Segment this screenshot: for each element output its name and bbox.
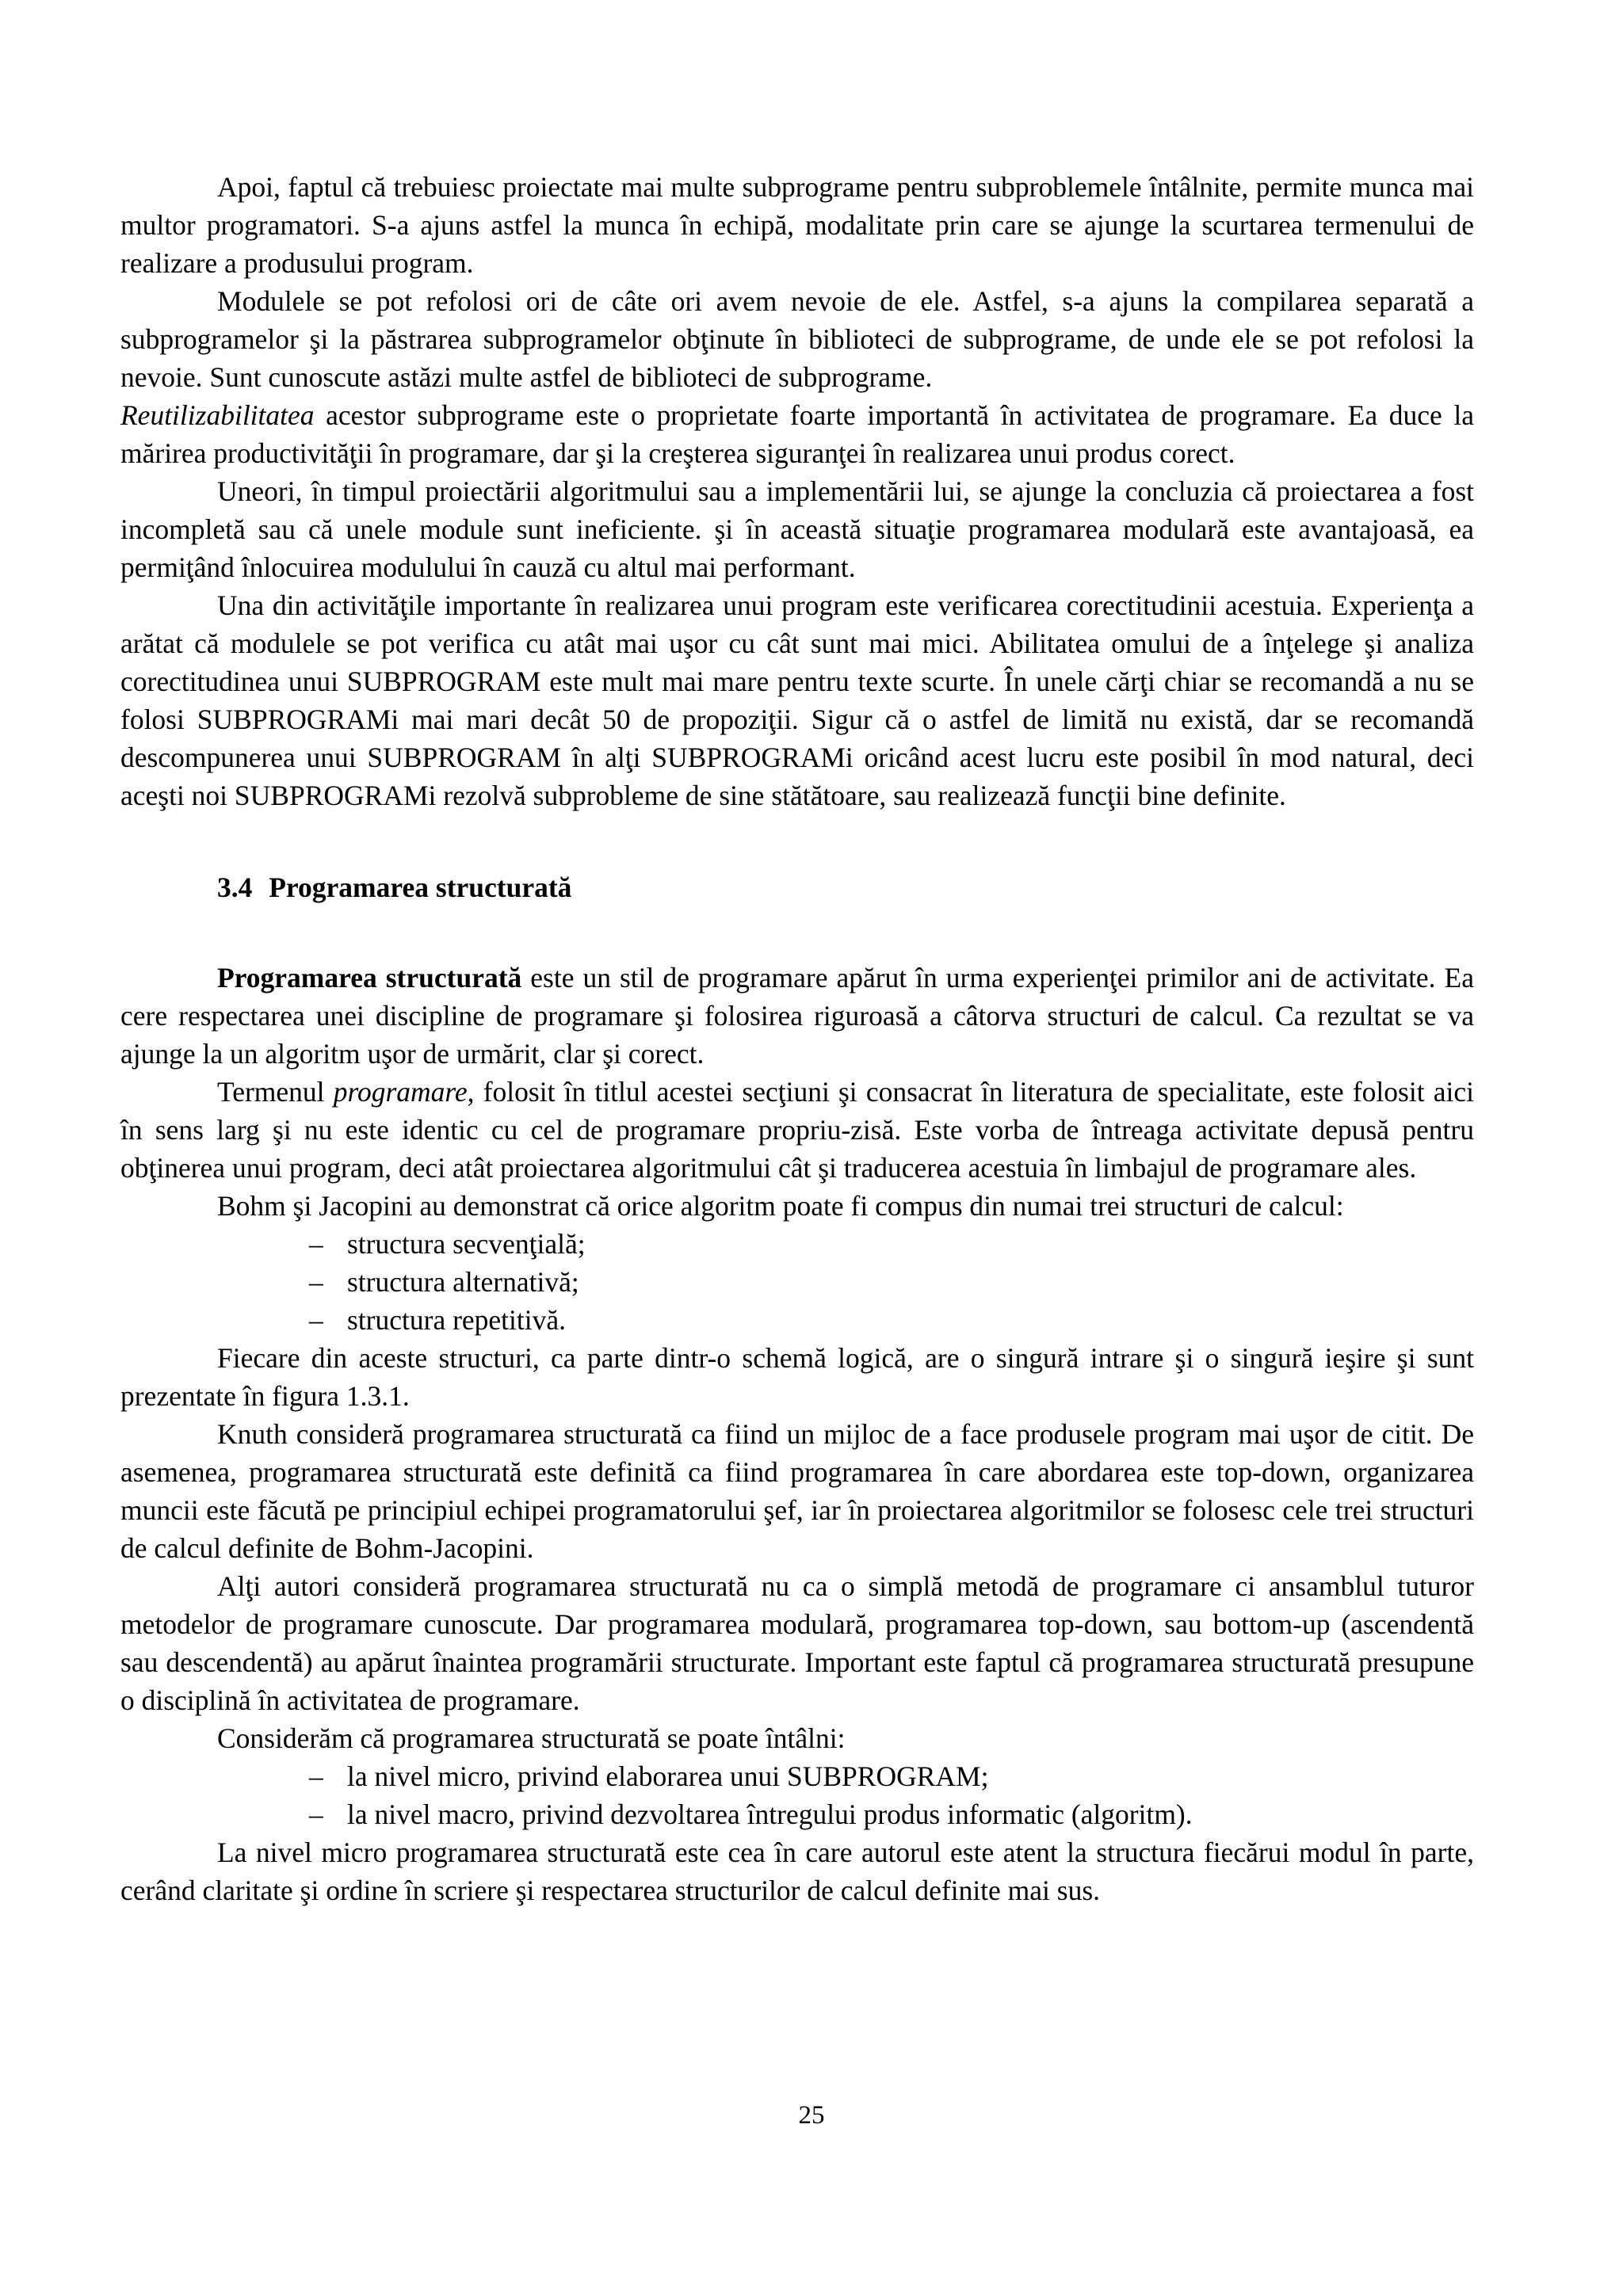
- term-programming: programare: [333, 1076, 468, 1108]
- dash-bullet: –: [309, 1798, 323, 1830]
- dash-bullet: –: [309, 1228, 323, 1260]
- list-item: – la nivel macro, privind dezvoltarea întregului produs informatic (algoritm).: [309, 1795, 1474, 1833]
- paragraph-term-programming: [120, 1073, 1474, 1187]
- paragraph-levels-intro: Considerăm că programarea structurată se poate întâlni:: [217, 1722, 846, 1754]
- term-after: , folosit în titlul acestei secţiuni şi consacrat în literatura de specialitate, este folosit aici în sens larg şi nu este identic cu cel de programare propriu-zisă. Este vorba de întreaga activitate depusă pentru obţinerea unui program, deci atât proiectarea algoritmului cât şi traducerea acestuia în limbajul de programare ales.: [120, 1076, 1474, 1184]
- section-heading: [217, 868, 1474, 906]
- document-body: [120, 168, 1474, 1909]
- dash-bullet: –: [309, 1266, 323, 1298]
- list-item: – structura alternativă;: [309, 1263, 1474, 1301]
- paragraph-knuth: Knuth consideră programarea structurată ca fiind un mijloc de a face produsele program mai uşor de citit. De asemenea, programarea structurată este definită ca fiind programarea în care abordarea este top-down, organizarea muncii este făcută pe principiul echipei programatorului şef, iar în proiectarea algoritmilor se folosesc cele trei structuri de calcul definite de Bohm-Jacopini.: [120, 1418, 1474, 1564]
- section-title: Programarea structurată: [269, 871, 572, 903]
- paragraph-structured-intro: [120, 959, 1474, 1073]
- page-number: 25: [798, 2101, 825, 2130]
- paragraph-reusability: [120, 396, 1474, 472]
- dash-bullet: –: [309, 1760, 323, 1792]
- intro-text: este un stil de programare apărut în urma experienţei primilor ani de activitate. Ea cere respectarea unei discipline de programare şi folosirea riguroasă a câtorva structuri de calcul. Ca rezultat se va ajunge la un algoritm uşor de urmărit, clar şi corect.: [120, 962, 1474, 1070]
- paragraph-other-authors: Alţi autori consideră programarea structurată nu ca o simplă metodă de programare ci ansamblul tuturor metodelor de programare cunoscute. Dar programarea modulară, programarea top-down, sau bottom-up (ascendentă sau descendentă) au apărut înaintea programării structurate. Important este faptul că programarea structurată presupune o disciplină în activitatea de programare.: [120, 1570, 1474, 1716]
- paragraph-module-reuse: Modulele se pot refolosi ori de câte ori avem nevoie de ele. Astfel, s-a ajuns la compilarea separată a subprogramelor şi la păstrarea subprogramelor obţinute în biblioteci de subprograme, de unde ele se pot refolosi la nevoie. Sunt cunoscute astăzi multe astfel de biblioteci de subprograme.: [120, 285, 1474, 393]
- paragraph-verification: Una din activităţile importante în realizarea unui program este verificarea corectitudinii acestuia. Experienţa a arătat că modulele se pot verifica cu atât mai uşor cu cât sunt mai mici. Abilitatea omului de a înţelege şi analiza corectitudinea unui SUBPROGRAM este mult mai mare pentru texte scurte. În unele cărţi chiar se recomandă a nu se folosi SUBPROGRAMi mai mari decât 50 de propoziţii. Sigur că o astfel de limită nu există, dar se recomandă descompunerea unui SUBPROGRAM în alţi SUBPROGRAMi oricând acest lucru este posibil în mod natural, deci aceşti noi SUBPROGRAMi rezolvă subprobleme de sine stătătoare, sau realizează funcţii bine definite.: [120, 589, 1474, 811]
- list-item: – la nivel micro, privind elaborarea unui SUBPROGRAM;: [309, 1757, 1474, 1795]
- term-reusability: Reutilizabilitatea: [120, 399, 315, 431]
- list-item: – structura repetitivă.: [309, 1301, 1474, 1339]
- paragraph-teamwork: Apoi, faptul că trebuiesc proiectate mai multe subprograme pentru subproblemele întâlnite, permite munca mai multor programatori. S-a ajuns astfel la munca în echipă, modalitate prin care se ajunge la scurtarea termenului de realizare a produsului program.: [120, 171, 1474, 279]
- term-structured-programming: Programarea structurată: [217, 962, 522, 994]
- paragraph-single-entry: Fiecare din aceste structuri, ca parte dintr-o schemă logică, are o singură intrare şi o singură ieşire şi sunt prezentate în figura 1.3.1.: [120, 1342, 1474, 1412]
- term-before: Termenul: [217, 1076, 334, 1108]
- levels-list: [120, 1757, 1474, 1833]
- structures-list: [120, 1225, 1474, 1339]
- reusability-text: acestor subprograme este o proprietate foarte importantă în activitatea de programare. Ea duce la mărirea productivităţii în programare, dar şi la creşterea siguranţei în realizarea unui produs corect.: [120, 399, 1474, 469]
- paragraph-bohm-jacopini: Bohm şi Jacopini au demonstrat că orice algoritm poate fi compus din numai trei structuri de calcul:: [217, 1190, 1344, 1222]
- paragraph-micro-level: La nivel micro programarea structurată este cea în care autorul este atent la structura fiecărui modul în parte, cerând claritate şi ordine în scriere şi respectarea structurilor de calcul definite mai sus.: [120, 1836, 1474, 1906]
- list-item: – structura secvenţială;: [309, 1225, 1474, 1263]
- section-number: 3.4: [217, 871, 253, 903]
- dash-bullet: –: [309, 1304, 323, 1336]
- paragraph-incomplete-design: Uneori, în timpul proiectării algoritmului sau a implementării lui, se ajunge la concluzia că proiectarea a fost incompletă sau că unele module sunt ineficiente. şi în această situaţie programarea modulară este avantajoasă, ea permiţând înlocuirea modulului în cauză cu altul mai performant.: [120, 475, 1474, 583]
